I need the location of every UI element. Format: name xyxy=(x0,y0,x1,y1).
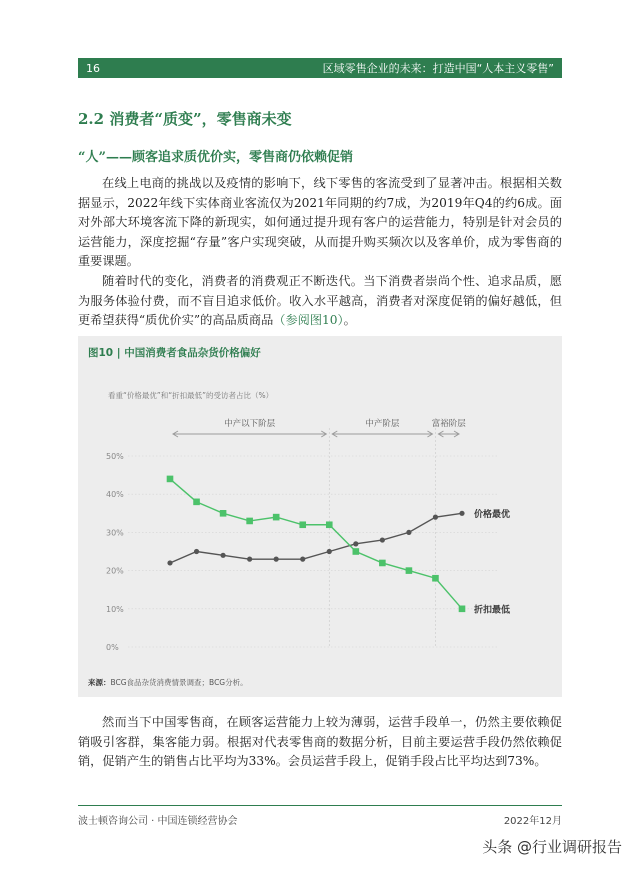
group-label: 中产以下阶层 xyxy=(224,419,276,429)
figure-reference-link[interactable]: （参阅图10） xyxy=(273,313,344,327)
series-label: 折扣最低 xyxy=(474,605,511,616)
y-tick-label: 10% xyxy=(106,604,124,614)
data-point xyxy=(353,541,358,546)
page-number: 16 xyxy=(86,61,100,75)
paragraph-2-text: 随着时代的变化，消费者的消费观正不断迭代。当下消费者崇尚个性、追求品质，愿为服务体验付费，而不盲目追求低价。收入水平越高，消费者对深度促销的偏好越低，但更希望获得“质优价实”的高品质商品 xyxy=(78,274,562,327)
section-title: 2.2 消费者“质变”，零售商未变 xyxy=(78,110,292,128)
paragraph-3: 然而当下中国零售商，在顾客运营能力上较为薄弱，运营手段单一，仍然主要依赖促销吸引客群，集客能力弱。根据对代表零售商的数据分析，目前主要运营手段仍然依赖促销，促销产生的销售占比平均为33%。会员运营手段上，促销手段占比平均达到73%。 xyxy=(78,715,562,768)
data-point xyxy=(379,560,386,567)
header-bar xyxy=(78,58,562,78)
group-label: 中产阶层 xyxy=(365,419,400,429)
series-line xyxy=(170,479,462,609)
data-point xyxy=(459,511,464,516)
data-point xyxy=(167,476,174,483)
data-point xyxy=(326,521,333,528)
data-point xyxy=(327,549,332,554)
y-tick-label: 50% xyxy=(106,452,124,461)
figure-title: 图10 | 中国消费者食品杂货价格偏好 xyxy=(88,347,261,359)
paragraph-2 xyxy=(78,272,562,331)
y-tick-label: 30% xyxy=(106,528,124,538)
series-line xyxy=(170,513,462,563)
data-point xyxy=(193,499,200,506)
paragraph-2-end: 。 xyxy=(343,313,356,327)
figure-10 xyxy=(78,336,562,697)
data-point xyxy=(273,514,280,521)
data-point xyxy=(459,606,466,613)
data-point xyxy=(432,575,439,582)
data-point xyxy=(353,548,360,555)
series-label: 价格最优 xyxy=(474,509,511,520)
watermark: 头条 @行业调研报告 xyxy=(482,838,622,856)
section-subtitle: “人”——顾客追求质优价实，零售商仍依赖促销 xyxy=(78,150,353,165)
source-text: BCG食品杂货消费情景调查；BCG分析。 xyxy=(110,678,248,687)
data-point xyxy=(274,557,279,562)
data-point xyxy=(406,567,413,574)
y-axis-label: 看重“价格最优”和“折扣最低”的受访者占比（%） xyxy=(108,391,274,400)
data-point xyxy=(167,560,172,565)
footer-divider xyxy=(78,805,562,806)
data-point xyxy=(300,557,305,562)
data-point xyxy=(406,530,411,535)
data-point xyxy=(247,557,252,562)
footer-date: 2022年12月 xyxy=(503,816,562,827)
y-tick-label: 0% xyxy=(106,643,119,652)
line-chart xyxy=(78,336,562,666)
running-title: 区域零售企业的未来：打造中国“人本主义零售” xyxy=(322,62,554,75)
data-point xyxy=(194,549,199,554)
data-point xyxy=(220,510,227,517)
y-tick-label: 40% xyxy=(106,490,124,500)
source-label: 来源： xyxy=(88,678,111,687)
figure-source xyxy=(88,677,248,688)
footer-publisher: 波士顿咨询公司 · 中国连锁经营协会 xyxy=(78,816,238,827)
data-point xyxy=(220,553,225,558)
data-point xyxy=(299,521,306,528)
y-tick-label: 20% xyxy=(106,566,124,576)
paragraph-1: 在线上电商的挑战以及疫情的影响下，线下零售的客流受到了显著冲击。根据相关数据显示，2022年线下实体商业客流仅为2021年同期的约7成，为2019年Q4的约6成。面对外部大环境客流下降的新现实，如何通过提升现有客户的运营能力，特别是针对会员的运营能力，深度挖掘“存量”客户实现突破，从而提升购买频次以及客单价，成为零售商的重要课题。 xyxy=(78,176,562,268)
data-point xyxy=(246,518,253,525)
group-label: 富裕阶层 xyxy=(431,419,466,429)
data-point xyxy=(433,515,438,520)
data-point xyxy=(380,537,385,542)
